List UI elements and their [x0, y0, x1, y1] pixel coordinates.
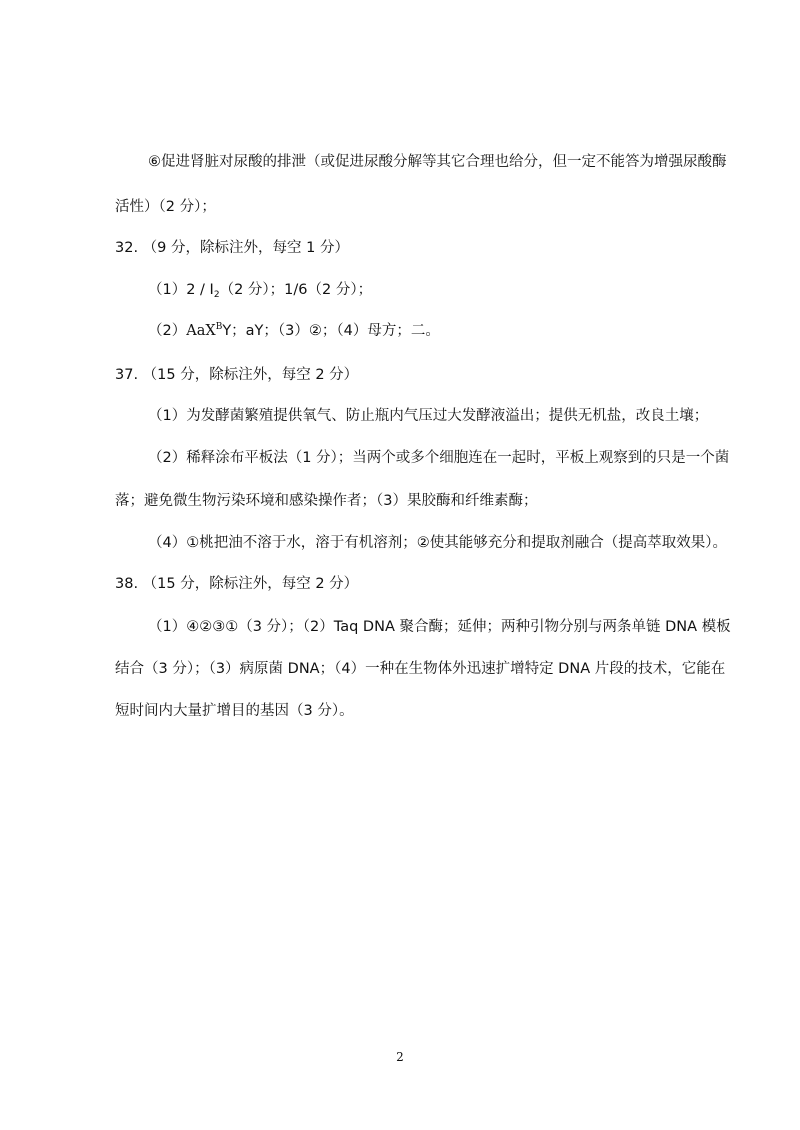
text-line: 结合（3 分）；（3）病原菌 DNA；（4）一种在生物体外迅速扩增特定 DNA 片段的技术，它能在 [115, 661, 726, 677]
text-line: （4）①桃把油不溶于水，溶于有机溶剂；②使其能够充分和提取剂融合（提高萃取效果）。 [148, 535, 727, 551]
text-line: 活性）（2 分）； [115, 199, 216, 215]
question-37-heading: 37. （15 分，除标注外，每空 2 分） [115, 367, 359, 383]
question-32-heading: 32. （9 分，除标注外，每空 1 分） [115, 240, 349, 256]
question-38-heading: 38. （15 分，除标注外，每空 2 分） [115, 576, 359, 592]
q32-1-subscript: 2 [213, 290, 220, 300]
page-number: 2 [396, 1050, 404, 1064]
q32-2-genotype-b: Y；aY；（3）②；（4）母方；二。 [222, 323, 440, 339]
q32-2-genotype-a: AaX [186, 323, 216, 339]
question-32-part-1 [148, 280, 800, 300]
text-line: （1）为发酵菌繁殖提供氧气、防止瓶内气压过大发酵液溢出；提供无机盐，改良土壤； [148, 408, 709, 424]
text-line: 短时间内大量扩增目的基因（3 分）。 [115, 703, 354, 719]
q32-2-superscript: B [215, 322, 223, 332]
q32-1-prefix: （1）2 / I [148, 282, 214, 298]
q32-1-suffix: （2 分）；1/6（2 分）； [219, 282, 373, 298]
text-line: ⑥促进肾脏对尿酸的排泄（或促进尿酸分解等其它合理也给分，但一定不能答为增强尿酸酶 [148, 154, 727, 170]
text-line: （2）稀释涂布平板法（1 分）；当两个或多个细胞连在一起时，平板上观察到的只是一个菌 [148, 450, 730, 466]
question-32-part-2 [148, 321, 800, 341]
text-line: 落；避免微生物污染环境和感染操作者；（3）果胶酶和纤维素酶； [115, 493, 538, 509]
q32-2-prefix: （2） [148, 323, 187, 339]
text-line: （1）④②③①（3 分）；（2）Taq DNA 聚合酶；延伸；两种引物分别与两条单链 DNA 模板 [148, 619, 731, 635]
